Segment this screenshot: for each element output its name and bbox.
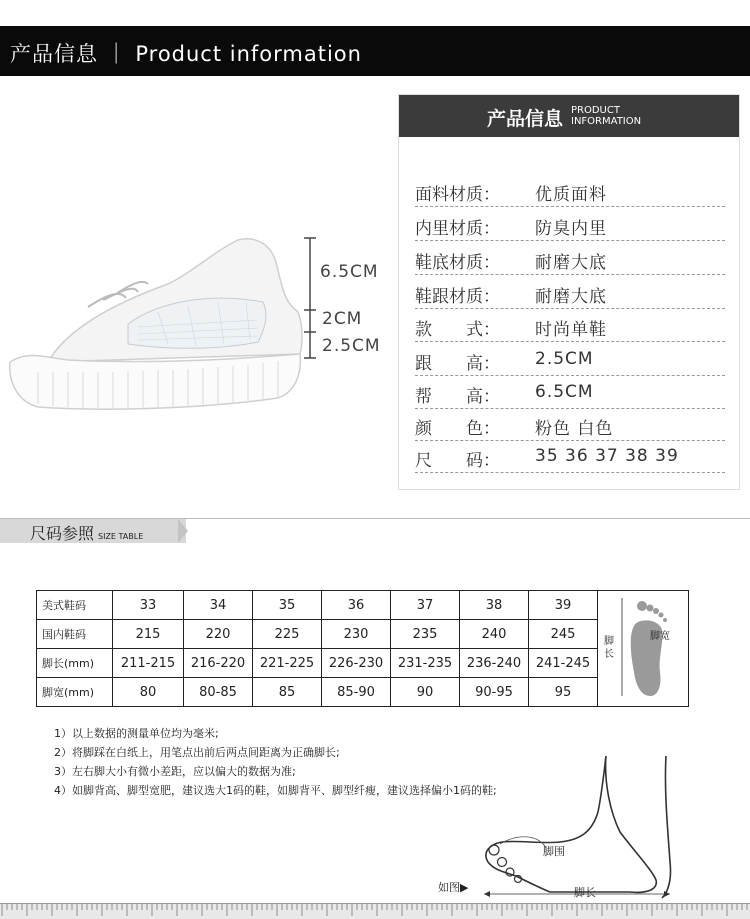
spec-value: 耐磨大底 xyxy=(535,287,607,307)
row-header: 美式鞋码 xyxy=(37,591,113,620)
table-row xyxy=(37,649,689,678)
band-arrow-icon xyxy=(178,519,190,543)
spec-value: 2.5CM xyxy=(535,349,594,369)
spec-value: 6.5CM xyxy=(535,382,594,402)
row-header: 国内鞋码 xyxy=(37,620,113,649)
middle-height-label: 2CM xyxy=(322,309,363,329)
spec-label: 鞋跟材质： xyxy=(415,287,500,307)
table-cell: 240 xyxy=(460,620,529,649)
section-header-title: 产品信息 ｜ Product information xyxy=(10,42,362,66)
table-cell: 95 xyxy=(529,678,598,707)
table-row xyxy=(37,678,689,707)
note-item: 2）将脚踩在白纸上，用笔点出前后两点间距离为正确脚长; xyxy=(54,746,340,759)
spec-row xyxy=(415,439,725,473)
note-item: 1）以上数据的测量单位均为毫米; xyxy=(54,727,219,740)
spec-row xyxy=(415,407,725,441)
upper-height-label: 6.5CM xyxy=(320,262,379,282)
size-table xyxy=(36,590,689,707)
table-row xyxy=(37,620,689,649)
ruler-strip xyxy=(0,903,750,919)
spec-value: 时尚单鞋 xyxy=(535,320,607,340)
table-cell: 39 xyxy=(529,591,598,620)
girth-label: 脚围 xyxy=(543,845,565,858)
panel-subtitle: PRODUCT INFORMATION xyxy=(571,105,642,127)
foot-diagram-cell xyxy=(598,591,689,707)
table-cell: 245 xyxy=(529,620,598,649)
table-cell: 236-240 xyxy=(460,649,529,678)
spec-value: 优质面料 xyxy=(535,185,607,205)
spec-label: 尺 码： xyxy=(415,451,500,471)
spec-label: 帮 高： xyxy=(415,387,500,407)
spec-row xyxy=(415,241,725,275)
table-cell: 235 xyxy=(391,620,460,649)
table-cell: 85-90 xyxy=(322,678,391,707)
table-cell: 80 xyxy=(113,678,184,707)
foot-width-label: 脚宽 xyxy=(650,631,670,642)
shoe-image xyxy=(8,232,308,422)
table-cell: 220 xyxy=(184,620,253,649)
measurement-bracket xyxy=(300,236,320,360)
table-cell: 37 xyxy=(391,591,460,620)
table-cell: 215 xyxy=(113,620,184,649)
foot-length-label: 脚长 xyxy=(604,636,614,660)
spec-row xyxy=(415,173,725,207)
table-cell: 90 xyxy=(391,678,460,707)
table-cell: 216-220 xyxy=(184,649,253,678)
size-section-title: 尺码参照 SIZE TABLE xyxy=(30,524,144,543)
spec-value: 耐磨大底 xyxy=(535,253,607,273)
table-cell: 221-225 xyxy=(253,649,322,678)
spec-label: 鞋底材质： xyxy=(415,253,500,273)
spec-label: 内里材质： xyxy=(415,219,500,239)
spec-row xyxy=(415,308,725,342)
table-cell: 225 xyxy=(253,620,322,649)
section-header xyxy=(0,26,750,76)
spec-label: 面料材质： xyxy=(415,185,500,205)
panel-header xyxy=(399,95,739,137)
product-spec-panel xyxy=(398,94,740,490)
table-cell: 33 xyxy=(113,591,184,620)
foot-icon xyxy=(608,592,678,702)
table-row xyxy=(37,591,689,620)
spec-value: 35 36 37 38 39 xyxy=(535,446,679,466)
row-header: 脚长(mm) xyxy=(37,649,113,678)
table-cell: 231-235 xyxy=(391,649,460,678)
table-cell: 38 xyxy=(460,591,529,620)
spec-row xyxy=(415,342,725,376)
panel-title: 产品信息 xyxy=(487,108,564,130)
spec-value: 粉色 白色 xyxy=(535,419,614,439)
note-item: 3）左右脚大小有微小差距，应以偏大的数据为准; xyxy=(54,765,296,778)
table-cell: 36 xyxy=(322,591,391,620)
table-cell: 34 xyxy=(184,591,253,620)
table-cell: 35 xyxy=(253,591,322,620)
foot-length-diagram-label: 脚长 xyxy=(574,886,596,899)
spec-row xyxy=(415,275,725,309)
spec-label: 款 式： xyxy=(415,320,500,340)
table-cell: 85 xyxy=(253,678,322,707)
as-shown-label: 如图▶ xyxy=(438,881,469,894)
spec-row xyxy=(415,375,725,409)
table-cell: 211-215 xyxy=(113,649,184,678)
note-item: 4）如脚背高、脚型宽肥，建议选大1码的鞋，如脚背平、脚型纤瘦，建议选择偏小1码的鞋; xyxy=(54,784,497,797)
spec-label: 颜 色： xyxy=(415,419,500,439)
spec-value: 防臭内里 xyxy=(535,219,607,239)
table-cell: 230 xyxy=(322,620,391,649)
table-cell: 226-230 xyxy=(322,649,391,678)
table-cell: 241-245 xyxy=(529,649,598,678)
table-cell: 80-85 xyxy=(184,678,253,707)
spec-row xyxy=(415,207,725,241)
foot-side-diagram xyxy=(480,752,680,902)
sole-height-label: 2.5CM xyxy=(322,336,381,356)
measurement-notes xyxy=(54,724,497,800)
row-header: 脚宽(mm) xyxy=(37,678,113,707)
spec-label: 跟 高： xyxy=(415,354,500,374)
table-cell: 90-95 xyxy=(460,678,529,707)
